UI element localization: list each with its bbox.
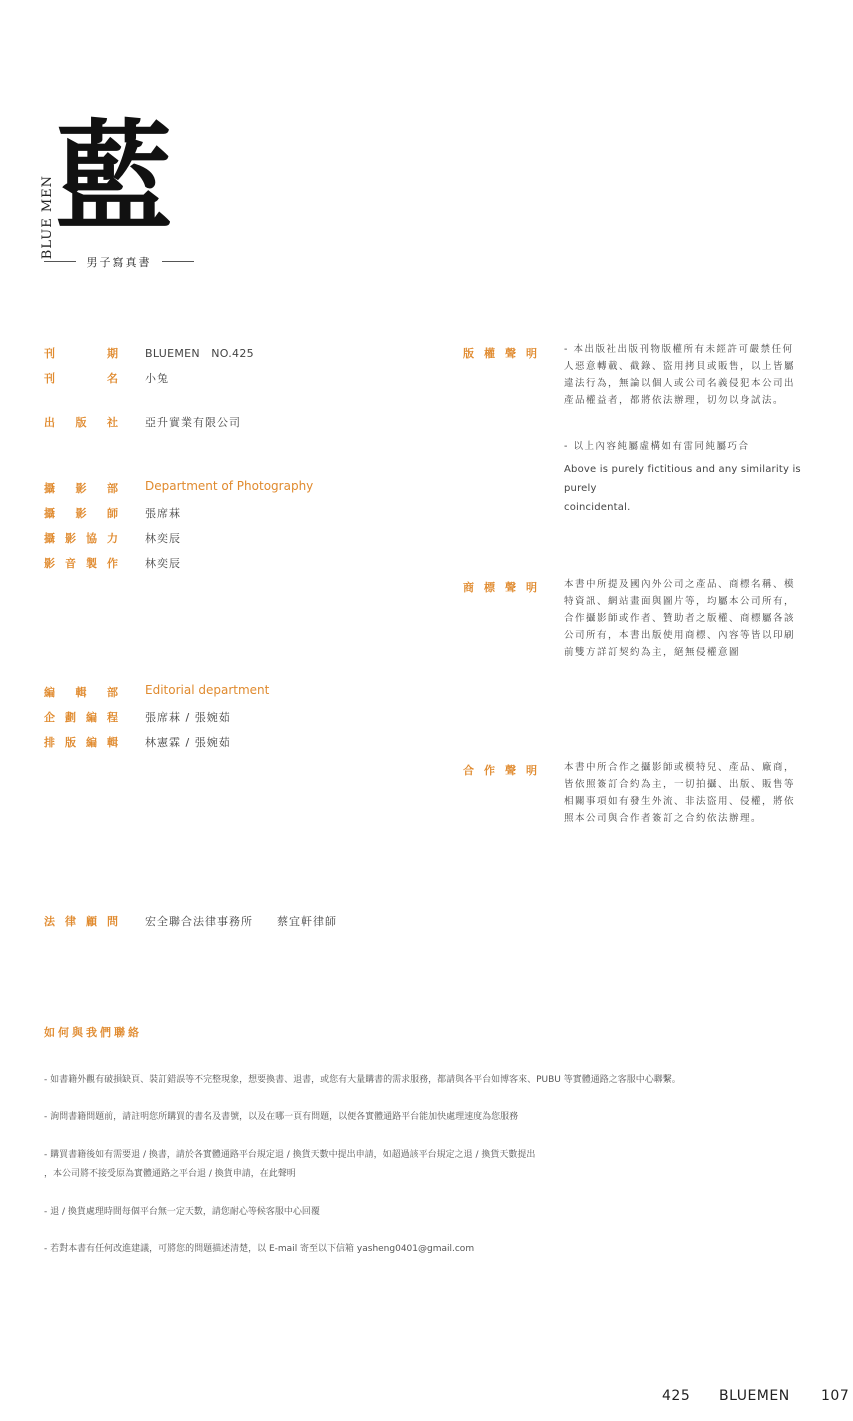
credit-label-photo-dept: 攝 影 部 <box>44 482 118 495</box>
credit-value-publisher: 亞升實業有限公司 <box>145 416 241 429</box>
contact-note: - 詢問書籍問題前，請註明您所購買的書名及書號，以及在哪一頁有問題，以便各實體通路平台能加快處理速度為您服務 <box>44 1112 519 1122</box>
footer-issue: 425 <box>662 1388 691 1404</box>
credit-value-photo-dept: Department of Photography <box>145 479 314 493</box>
fiction-disclaimer-en: Above is purely fictitious and any similarity is purely coincidental. <box>564 464 801 513</box>
contact-note: - 若對本書有任何改進建議，可將您的問題描述清楚，以 E-mail 寄至以下信箱 yasheng0401@gmail.com <box>44 1244 475 1254</box>
contact-note: - 如書籍外觀有破損缺頁、裝訂錯誤等不完整現象，想要換書、退書，或您有大量購書的需求服務，都請與各平台如博客來、PUBU 等實體通路之客服中心聯繫。 <box>44 1075 681 1085</box>
credit-label-title: 刊 名 <box>44 372 118 385</box>
credit-value-title: 小兔 <box>145 372 169 385</box>
credit-label-layout: 排 版 編 輯 <box>44 736 118 749</box>
credit-label-photographer: 攝 影 師 <box>44 507 118 520</box>
page-number: 107 <box>821 1388 850 1404</box>
credit-value-photographer: 張席菻 <box>145 507 181 520</box>
contact-title: 如何與我們聯絡 <box>44 1026 142 1039</box>
credit-label-publisher: 出 版 社 <box>44 416 118 429</box>
credit-value-planning: 張席菻 / 張婉茹 <box>145 711 231 724</box>
copyright-label: 版 權 聲 明 <box>463 347 537 360</box>
credit-value-av-production: 林奕辰 <box>145 557 181 570</box>
contact-note: - 購買書籍後如有需要退 / 換書，請於各實體通路平台規定退 / 換貨天數中提出申請，如超過該平台規定之退 / 換貨天數提出 <box>44 1150 536 1160</box>
footer-brand: BLUEMEN <box>719 1388 790 1404</box>
trademark-text: 本書中所提及國內外公司之產品、商標名稱、模 特資訊、網站畫面與圖片等，均屬本公司所有， 合作攝影師或作者、贊助者之版權、商標屬各該 公司所有，本書出版使用商標、內容等皆以印刷 前雙方詳訂契約為主，絕無侵權意圖 <box>564 579 796 658</box>
credit-label-planning: 企 劃 編 程 <box>44 711 118 724</box>
credit-label-photo-assist: 攝 影 協 力 <box>44 532 118 545</box>
cooperation-label: 合 作 聲 明 <box>463 764 537 777</box>
credit-value-layout: 林憲霖 / 張婉茹 <box>145 736 231 749</box>
credit-value-editorial-dept: Editorial department <box>145 683 270 697</box>
fiction-disclaimer: - 以上內容純屬虛構如有雷同純屬巧合 <box>564 441 750 452</box>
credit-value-legal: 宏全聯合法律事務所 蔡宜軒律師 <box>145 915 337 928</box>
credit-value-issue: BLUEMEN NO.425 <box>145 347 254 360</box>
copyright-text: - 本出版社出版刊物版權所有未經許可嚴禁任何 人惡意轉載、截錄、盜用拷貝或販售，以上皆屬 違法行為，無論以個人或公司名義侵犯本公司出 產品權益者，都將依法辦理，切勿以身試法。 <box>564 344 796 406</box>
credit-value-photo-assist: 林奕辰 <box>145 532 181 545</box>
credit-label-legal: 法 律 顧 問 <box>44 915 118 928</box>
logo-glyph: 藍 <box>55 107 174 246</box>
contact-note: ，本公司將不接受原為實體通路之平台退 / 換貨申請，在此聲明 <box>44 1169 296 1179</box>
credit-label-av-production: 影 音 製 作 <box>44 557 118 570</box>
logo-vertical-text: BLUE MEN <box>40 175 55 260</box>
cooperation-text: 本書中所合作之攝影師或模特兒、產品、廠商， 皆依照簽訂合約為主，一切拍攝、出版、販售等 相關事項如有發生外流、非法盜用、侵權，將依 照本公司與合作者簽訂之合約依法辦理。 <box>564 762 796 824</box>
logo-subtitle: 男子寫真書 <box>44 254 194 270</box>
credit-label-editorial-dept: 編 輯 部 <box>44 686 118 699</box>
contact-note: - 退 / 換貨處理時間每個平台無一定天數，請您耐心等候客服中心回覆 <box>44 1207 320 1217</box>
credit-label-issue: 刊 期 <box>44 347 118 360</box>
trademark-label: 商 標 聲 明 <box>463 581 537 594</box>
